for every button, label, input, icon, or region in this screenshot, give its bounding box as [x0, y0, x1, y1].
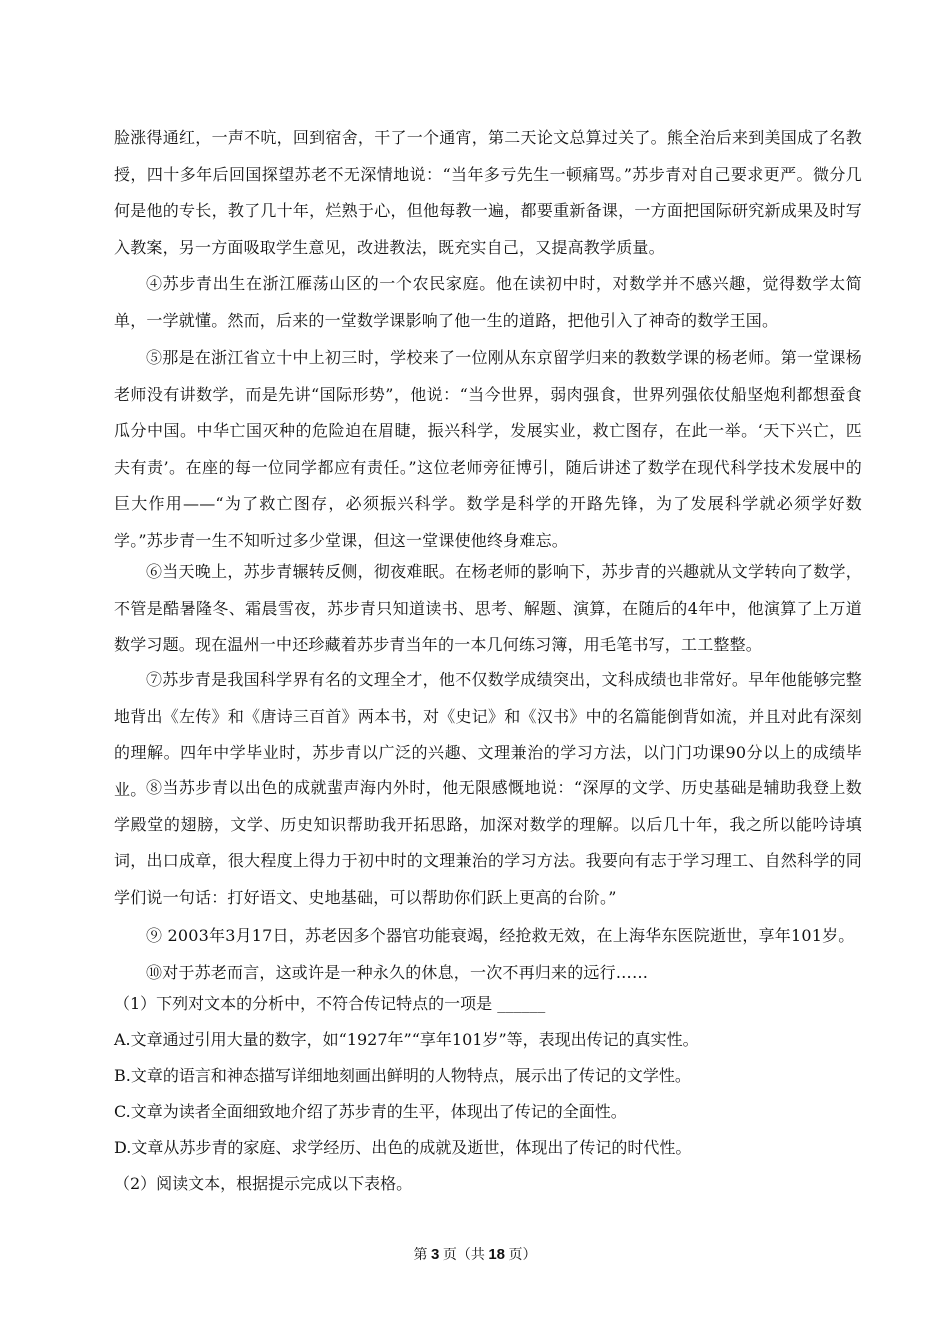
- footer-middle: 页（共: [442, 1248, 485, 1263]
- footer-prefix: 第: [413, 1248, 428, 1263]
- paragraph-4: ④苏步青出生在浙江雁荡山区的一个农民家庭。他在读初中时，对数学并不感兴趣，觉得数学太简单，一学就懂。然而，后来的一堂数学课影响了他一生的道路，把他引入了神奇的数学王国。: [114, 274, 862, 330]
- paragraph-9: ⑨ 2003年3月17日，苏老因多个器官功能衰竭，经抢救无效，在上海华东医院逝世，享年101岁。: [146, 926, 855, 945]
- question-1-option-a: A.文章通过引用大量的数字，如“1927年”“享年101岁”等，表现出传记的真实性。: [114, 1030, 699, 1049]
- question-2-stem: （2）阅读文本，根据提示完成以下表格。: [114, 1174, 413, 1193]
- footer-suffix: 页）: [508, 1248, 537, 1263]
- question-1-option-d: D.文章从苏步青的家庭、求学经历、出色的成就及逝世，体现出了传记的时代性。: [114, 1138, 692, 1157]
- paragraph-7: ⑦苏步青是我国科学界有名的文理全才，他不仅数学成绩突出，文科成绩也非常好。早年他能够完整地背出《左传》和《唐诗三百首》两本书，对《史记》和《汉书》中的名篇能倒背如流，并且对此有深刻的理解。四年中学毕业时，苏步青以广泛的兴趣、文理兼治的学习方法，以门门功课90分以上的成绩毕业。: [114, 670, 862, 799]
- paragraph-6: ⑥当天晚上，苏步青辗转反侧，彻夜难眠。在杨老师的影响下，苏步青的兴趣就从文学转向了数学，不管是酷暑隆冬、霜晨雪夜，苏步青只知道读书、思考、解题、演算，在随后的4年中，他演算了上万道数学习题。现在温州一中还珍藏着苏步青当年的一本几何练习簿，用毛笔书写，工工整整。: [114, 562, 862, 655]
- paragraph-5: ⑤那是在浙江省立十中上初三时，学校来了一位刚从东京留学归来的教数学课的杨老师。第一堂课杨老师没有讲数学，而是先讲“国际形势”，他说：“当今世界，弱肉强食，世界列强依仗船坚炮利都想蚕食瓜分中国。中华亡国灭种的危险迫在眉睫，振兴科学，发展实业，救亡图存，在此一举。‘天下兴亡，匹夫有责’。在座的每一位同学都应有责任。”这位老师旁征博引，随后讲述了数学在现代科学技术发展中的巨大作用——“为了救亡图存，必须振兴科学。数学是科学的开路先锋，为了发展科学就必须学好数学。”苏步青一生不知听过多少堂课，但这一堂课使他终身难忘。: [114, 348, 862, 550]
- page-footer: [0, 1245, 950, 1266]
- question-1-option-b: B.文章的语言和神态描写详细地刻画出鲜明的人物特点，展示出了传记的文学性。: [114, 1066, 691, 1085]
- question-1-option-c: C.文章为读者全面细致地介绍了苏步青的生平，体现出了传记的全面性。: [114, 1102, 627, 1121]
- paragraph-continued: 脸涨得通红，一声不吭，回到宿舍，干了一个通宵，第二天论文总算过关了。熊全治后来到美国成了名教授，四十多年后回国探望苏老不无深情地说：“当年多亏先生一顿痛骂。”苏步青对自己要求更严。微分几何是他的专长，教了几十年，烂熟于心，但他每教一遍，都要重新备课，一方面把国际研究新成果及时写入教案，另一方面吸取学生意见，改进教法，既充实自己，又提高教学质量。: [114, 128, 862, 257]
- paragraph-10: ⑩对于苏老而言，这或许是一种永久的休息，一次不再归来的远行……: [146, 963, 649, 982]
- paragraph-8: ⑧当苏步青以出色的成就蜚声海内外时，他无限感慨地说：“深厚的文学、历史基础是辅助我登上数学殿堂的翅膀，文学、历史知识帮助我开拓思路，加深对数学的理解。以后几十年，我之所以能吟诗填词，出口成章，很大程度上得力于初中时的文理兼治的学习方法。我要向有志于学习理工、自然科学的同学们说一句话：打好语文、史地基础，可以帮助你们跃上更高的台阶。”: [114, 778, 862, 907]
- footer-total-pages: 18: [488, 1246, 506, 1263]
- footer-page-number: 3: [430, 1246, 440, 1263]
- question-1-stem: （1）下列对文本的分析中，不符合传记特点的一项是 ______: [114, 994, 546, 1013]
